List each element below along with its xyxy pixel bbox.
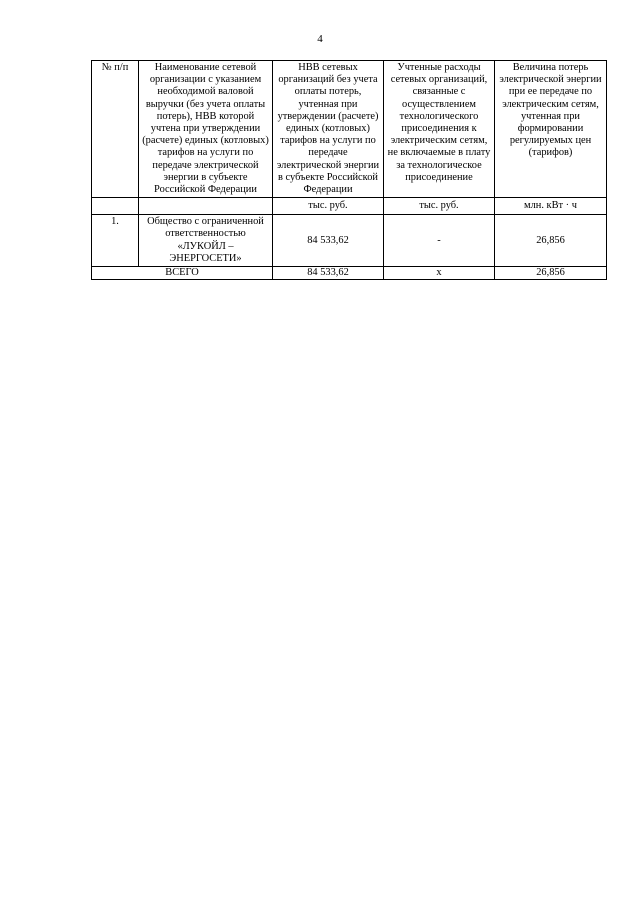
table-units-row	[92, 198, 607, 215]
row-losses: 26,856	[495, 215, 607, 267]
total-label: ВСЕГО	[92, 267, 273, 280]
total-tech-connection: х	[384, 267, 495, 280]
table-row	[92, 215, 607, 267]
row-tech-connection: -	[384, 215, 495, 267]
header-number: № п/п	[92, 61, 139, 198]
unit-losses: млн. кВт · ч	[495, 198, 607, 215]
tariff-table	[91, 60, 607, 280]
table-total-row	[92, 267, 607, 280]
header-losses: Величина потерь электрической энергии при ее передаче по электрическим сетям, учтенная при формировании регулируемых цен (тарифов)	[495, 61, 607, 198]
total-nvv: 84 533,62	[273, 267, 384, 280]
unit-nvv: тыс. руб.	[273, 198, 384, 215]
page-number: 4	[317, 33, 323, 45]
header-nvv: НВВ сетевых организаций без учета оплаты потерь, учтенная при утверждении (расчете) единых (котловых) тарифов на услуги по передаче электрической энергии в субъекте Российской Федерации	[273, 61, 384, 198]
unit-number	[92, 198, 139, 215]
unit-tech-connection: тыс. руб.	[384, 198, 495, 215]
total-losses: 26,856	[495, 267, 607, 280]
header-organization: Наименование сетевой организации с указанием необходимой валовой выручки (без учета оплаты потерь), НВВ которой учтена при утверждении (расчете) единых (котловых) тарифов на услуги по передаче электрической энергии в субъекте Российской Федерации	[139, 61, 273, 198]
header-tech-connection: Учтенные расходы сетевых организаций, связанные с осуществлением технологического присоединения к электрическим сетям, не включаемые в плату за технологическое присоединение	[384, 61, 495, 198]
table-header-row	[92, 61, 607, 198]
unit-organization	[139, 198, 273, 215]
row-nvv: 84 533,62	[273, 215, 384, 267]
row-number: 1.	[92, 215, 139, 267]
row-organization-name: Общество с ограниченной ответственностью «ЛУКОЙЛ – ЭНЕРГОСЕТИ»	[139, 215, 273, 267]
